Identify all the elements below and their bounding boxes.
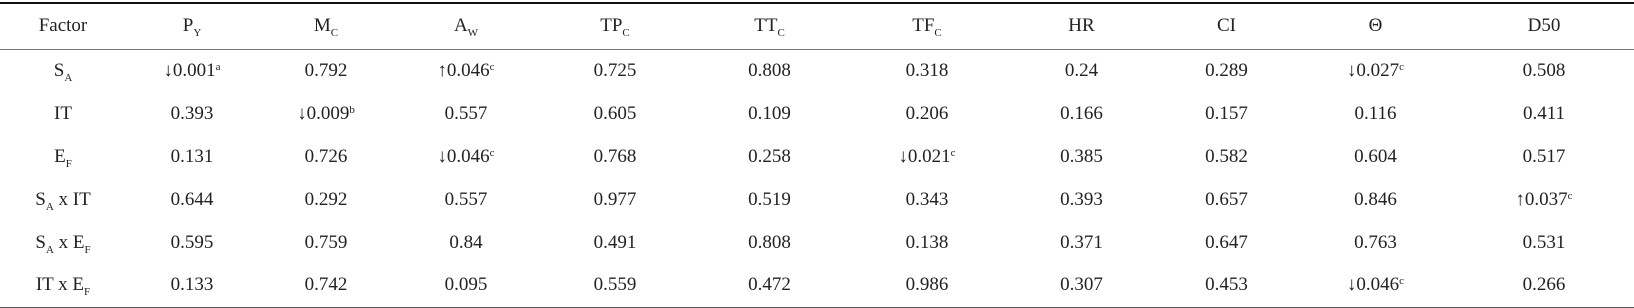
factor-significance-table bbox=[0, 2, 1634, 308]
p-value: 0.644 bbox=[170, 188, 214, 210]
factor-text: x E bbox=[53, 231, 85, 253]
header-col bbox=[692, 3, 847, 49]
p-value-cell bbox=[258, 178, 394, 221]
p-value: 0.318 bbox=[905, 59, 949, 81]
p-value-cell bbox=[847, 264, 1007, 307]
header-col bbox=[538, 3, 692, 49]
p-value: 0.84 bbox=[449, 231, 483, 253]
p-value: ↓0.001 bbox=[163, 59, 216, 81]
p-value-cell bbox=[1454, 135, 1634, 178]
p-value-cell bbox=[538, 264, 692, 307]
p-value-cell bbox=[1454, 49, 1634, 92]
p-value-cell bbox=[1297, 135, 1454, 178]
p-value-cell bbox=[847, 221, 1007, 264]
p-value: 0.138 bbox=[905, 231, 949, 253]
p-value: 0.595 bbox=[170, 231, 214, 253]
p-value-cell bbox=[258, 264, 394, 307]
p-value: 0.725 bbox=[593, 59, 637, 81]
significance-marker: c bbox=[1567, 189, 1573, 202]
p-value: 0.519 bbox=[748, 188, 791, 210]
header-col bbox=[1297, 3, 1454, 49]
p-value: 0.258 bbox=[748, 145, 791, 167]
p-value-cell bbox=[692, 264, 847, 307]
p-value-cell bbox=[1297, 49, 1454, 92]
p-value-cell bbox=[1007, 264, 1156, 307]
p-value-cell bbox=[258, 221, 394, 264]
p-value-cell bbox=[847, 178, 1007, 221]
p-value-cell bbox=[1156, 264, 1297, 307]
p-value: 0.742 bbox=[304, 274, 348, 296]
p-value-cell bbox=[126, 264, 258, 307]
p-value-cell bbox=[847, 135, 1007, 178]
p-value-cell bbox=[258, 135, 394, 178]
significance-marker: c bbox=[1399, 60, 1405, 73]
p-value: 0.24 bbox=[1064, 59, 1099, 81]
p-value: 0.508 bbox=[1522, 59, 1566, 81]
p-value: ↓0.027 bbox=[1346, 59, 1400, 81]
p-value: 0.792 bbox=[304, 59, 348, 81]
p-value-cell bbox=[126, 135, 258, 178]
p-value: 0.133 bbox=[170, 274, 214, 296]
table-row bbox=[0, 49, 1634, 92]
significance-marker: a bbox=[215, 60, 221, 73]
row-factor-label bbox=[0, 221, 126, 264]
p-value: 0.491 bbox=[593, 231, 637, 253]
p-value: 0.116 bbox=[1354, 102, 1397, 124]
p-value: 0.266 bbox=[1522, 274, 1566, 296]
factor-text: S bbox=[35, 188, 46, 210]
table-row bbox=[0, 92, 1634, 135]
p-value-cell bbox=[394, 264, 538, 307]
table-body bbox=[0, 49, 1634, 307]
p-value-cell bbox=[1007, 92, 1156, 135]
p-value-cell bbox=[1156, 135, 1297, 178]
header-col-main: P bbox=[182, 15, 194, 37]
p-value: 0.986 bbox=[905, 274, 949, 296]
p-value: 0.166 bbox=[1060, 102, 1103, 124]
p-value: 0.531 bbox=[1522, 231, 1566, 253]
p-value-cell bbox=[1007, 49, 1156, 92]
p-value-cell bbox=[847, 49, 1007, 92]
factor-text: S bbox=[53, 59, 65, 81]
row-factor-label bbox=[0, 135, 126, 178]
p-value-cell bbox=[1297, 264, 1454, 307]
header-factor: Factor bbox=[0, 3, 126, 49]
p-value-cell bbox=[394, 92, 538, 135]
table-row bbox=[0, 221, 1634, 264]
p-value: 0.289 bbox=[1205, 59, 1248, 81]
factor-subscript: F bbox=[84, 286, 91, 299]
p-value-cell bbox=[1007, 178, 1156, 221]
p-value: 0.393 bbox=[1060, 188, 1103, 210]
p-value-cell bbox=[538, 178, 692, 221]
p-value-cell bbox=[1297, 178, 1454, 221]
p-value-cell bbox=[1007, 135, 1156, 178]
p-value-cell bbox=[692, 178, 847, 221]
p-value: 0.385 bbox=[1060, 145, 1103, 167]
p-value-cell bbox=[126, 221, 258, 264]
factor-subscript: A bbox=[64, 71, 73, 84]
p-value: ↑0.046 bbox=[437, 59, 490, 81]
p-value: 0.472 bbox=[748, 274, 791, 296]
p-value-cell bbox=[538, 49, 692, 92]
header-col-main: M bbox=[313, 15, 331, 37]
header-col bbox=[394, 3, 538, 49]
header-col-main: TP bbox=[600, 15, 623, 37]
p-value-cell bbox=[1156, 221, 1297, 264]
p-value: 0.763 bbox=[1354, 231, 1397, 253]
p-value-cell bbox=[126, 49, 258, 92]
significance-marker: b bbox=[349, 103, 355, 116]
header-col-main: D50 bbox=[1527, 15, 1561, 37]
p-value-cell bbox=[394, 49, 538, 92]
p-value-cell bbox=[692, 92, 847, 135]
p-value: 0.292 bbox=[304, 188, 348, 210]
header-col bbox=[258, 3, 394, 49]
p-value: 0.557 bbox=[444, 102, 488, 124]
header-col-main: CI bbox=[1217, 15, 1236, 37]
p-value: 0.559 bbox=[593, 274, 637, 296]
p-value-cell bbox=[692, 221, 847, 264]
header-col-sub: C bbox=[330, 27, 339, 40]
factor-subscript: F bbox=[84, 243, 91, 256]
p-value-cell bbox=[394, 135, 538, 178]
p-value: 0.647 bbox=[1205, 231, 1248, 253]
p-value-cell bbox=[538, 221, 692, 264]
header-col-main: TT bbox=[754, 15, 778, 37]
p-value-cell bbox=[1297, 92, 1454, 135]
p-value-cell bbox=[394, 178, 538, 221]
p-value: 0.371 bbox=[1060, 231, 1103, 253]
factor-subscript: F bbox=[65, 157, 72, 170]
p-value: 0.095 bbox=[444, 274, 488, 296]
factor-text: IT bbox=[54, 102, 72, 124]
p-value-cell bbox=[538, 92, 692, 135]
p-value: 0.307 bbox=[1060, 274, 1103, 296]
p-value: 0.453 bbox=[1205, 274, 1248, 296]
table-row bbox=[0, 135, 1634, 178]
header-col-sub: C bbox=[777, 27, 785, 40]
p-value: ↓0.021 bbox=[898, 145, 951, 167]
p-value-cell bbox=[258, 49, 394, 92]
header-col bbox=[1454, 3, 1634, 49]
header-col bbox=[1156, 3, 1297, 49]
table-header bbox=[0, 3, 1634, 49]
factor-subscript: A bbox=[45, 243, 54, 256]
p-value: 0.977 bbox=[593, 188, 637, 210]
p-value-cell bbox=[1454, 264, 1634, 307]
p-value: 0.726 bbox=[304, 145, 348, 167]
p-value: 0.393 bbox=[170, 102, 214, 124]
table-row bbox=[0, 264, 1634, 307]
significance-marker: c bbox=[950, 146, 956, 159]
header-col bbox=[1007, 3, 1156, 49]
p-value-cell bbox=[1156, 49, 1297, 92]
p-value: 0.759 bbox=[304, 231, 348, 253]
factor-text: x IT bbox=[53, 188, 91, 210]
p-value: 0.157 bbox=[1205, 102, 1248, 124]
p-value: 0.582 bbox=[1205, 145, 1248, 167]
p-value-cell bbox=[692, 135, 847, 178]
significance-marker: c bbox=[489, 60, 495, 73]
p-value-cell bbox=[538, 135, 692, 178]
p-value: 0.846 bbox=[1354, 188, 1397, 210]
p-value: 0.131 bbox=[170, 145, 214, 167]
header-col-main: A bbox=[453, 15, 468, 37]
p-value: 0.517 bbox=[1522, 145, 1566, 167]
p-value: 0.808 bbox=[748, 59, 791, 81]
p-value-cell bbox=[692, 49, 847, 92]
p-value-cell bbox=[126, 178, 258, 221]
p-value: ↓0.009 bbox=[297, 102, 350, 124]
header-col-main: TF bbox=[912, 15, 935, 37]
p-value: 0.411 bbox=[1522, 102, 1566, 124]
p-value: 0.557 bbox=[444, 188, 488, 210]
p-value-cell bbox=[1156, 92, 1297, 135]
factor-text: E bbox=[54, 145, 66, 167]
p-value-cell bbox=[1454, 92, 1634, 135]
header-col-sub: Y bbox=[193, 27, 202, 40]
p-value-cell bbox=[258, 92, 394, 135]
row-factor-label bbox=[0, 264, 126, 307]
row-factor-label bbox=[0, 178, 126, 221]
header-col-main: Θ bbox=[1368, 15, 1383, 37]
header-row bbox=[0, 3, 1634, 49]
p-value-cell bbox=[1454, 221, 1634, 264]
p-value: 0.605 bbox=[593, 102, 637, 124]
significance-marker: c bbox=[489, 146, 495, 159]
p-value: 0.604 bbox=[1354, 145, 1397, 167]
p-value-cell bbox=[1156, 178, 1297, 221]
header-col-sub: C bbox=[622, 27, 630, 40]
p-value: ↑0.037 bbox=[1515, 188, 1568, 210]
factor-subscript: A bbox=[45, 200, 54, 213]
p-value-cell bbox=[1007, 221, 1156, 264]
significance-marker: c bbox=[1399, 275, 1405, 288]
p-value-cell bbox=[847, 92, 1007, 135]
header-col bbox=[847, 3, 1007, 49]
p-value: ↓0.046 bbox=[1346, 274, 1400, 296]
row-factor-label bbox=[0, 92, 126, 135]
p-value: ↓0.046 bbox=[437, 145, 490, 167]
row-factor-label bbox=[0, 49, 126, 92]
p-value: 0.657 bbox=[1205, 188, 1248, 210]
p-value-cell bbox=[126, 92, 258, 135]
header-col bbox=[126, 3, 258, 49]
p-value: 0.808 bbox=[748, 231, 791, 253]
p-value: 0.768 bbox=[593, 145, 637, 167]
p-value-cell bbox=[1454, 178, 1634, 221]
header-col-sub: C bbox=[934, 27, 942, 40]
header-col-sub: W bbox=[467, 27, 479, 40]
factor-text: IT x E bbox=[35, 274, 85, 296]
table-row bbox=[0, 178, 1634, 221]
p-value: 0.343 bbox=[905, 188, 949, 210]
p-value: 0.109 bbox=[748, 102, 791, 124]
p-value-cell bbox=[394, 221, 538, 264]
header-col-main: HR bbox=[1068, 15, 1095, 37]
p-value-cell bbox=[1297, 221, 1454, 264]
factor-text: S bbox=[35, 231, 46, 253]
p-value: 0.206 bbox=[905, 102, 949, 124]
